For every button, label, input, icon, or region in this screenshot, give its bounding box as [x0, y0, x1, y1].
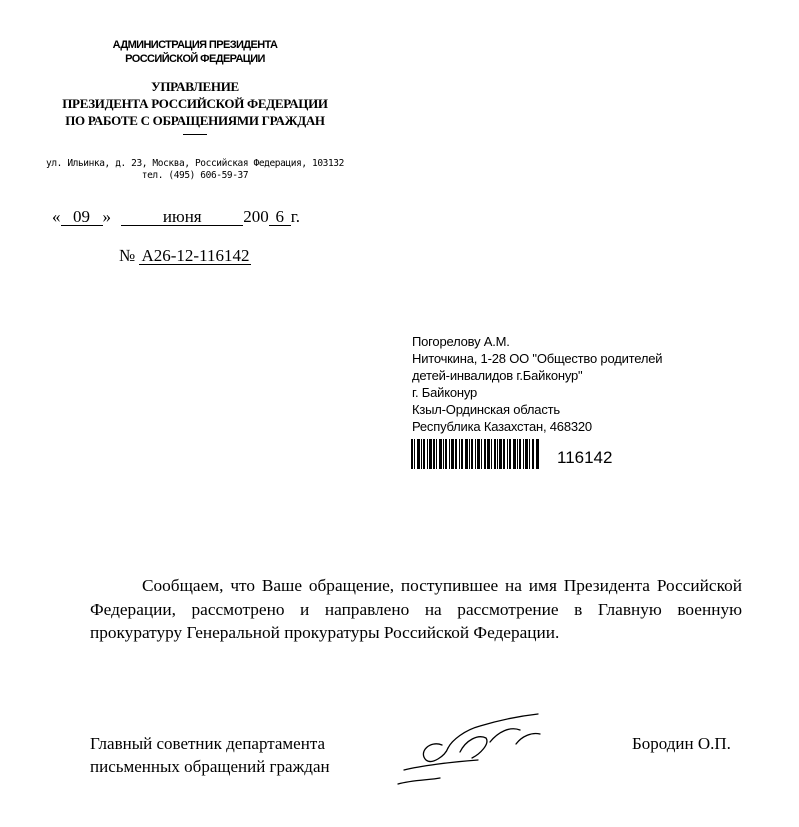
department-title: [45, 78, 345, 129]
body-paragraph: Сообщаем, что Ваше обращение, поступившее на имя Президента Российской Федерации, рассмотрено и направлено на рассмотрение в Главную военную прокуратуру Генеральной прокуратуры Российской Федерации.: [90, 576, 742, 642]
signatory-name: Бородин О.П.: [632, 734, 731, 753]
address-phone: тел. (495) 606-59-37: [141, 170, 249, 181]
recipient-country: Республика Казахстан, 468320: [412, 419, 592, 434]
handwritten-signature: [390, 700, 560, 795]
address-street: ул. Ильинка, д. 23, Москва, Российская Федерация, 103132: [46, 158, 344, 169]
recipient-organization: детей-инвалидов г.Байконур": [412, 368, 583, 383]
date-year-suffix: г.: [290, 207, 301, 226]
reference-number: [119, 246, 251, 266]
date-year-prefix: 200: [243, 207, 269, 226]
admin-title-line1: АДМИНИСТРАЦИЯ ПРЕЗИДЕНТА: [112, 39, 278, 51]
reference-value: А26-12-116142: [141, 246, 250, 265]
barcode-image: [411, 439, 539, 469]
date-open-quote: «: [52, 207, 61, 226]
department-address: [20, 158, 370, 182]
signatory-title-line1: Главный советник департамента: [90, 734, 326, 753]
department-title-line2: ПРЕЗИДЕНТА РОССИЙСКОЙ ФЕДЕРАЦИИ: [62, 96, 328, 111]
recipient-city: г. Байконур: [412, 385, 478, 400]
recipient-name: Погорелову А.М.: [412, 334, 510, 349]
department-title-line1: УПРАВЛЕНИЕ: [151, 79, 239, 94]
date-close-quote: »: [102, 207, 111, 226]
signatory-title-line2: письменных обращений граждан: [90, 757, 330, 776]
date-day: 09: [61, 209, 103, 226]
recipient-address: [412, 333, 662, 435]
recipient-region: Кзыл-Ординская область: [412, 402, 560, 417]
date-month: июня: [121, 209, 243, 226]
admin-title: [95, 38, 295, 66]
reference-symbol: №: [119, 246, 136, 265]
admin-title-line2: РОССИЙСКОЙ ФЕДЕРАЦИИ: [125, 53, 265, 65]
header-divider: [183, 134, 207, 135]
department-title-line3: ПО РАБОТЕ С ОБРАЩЕНИЯМИ ГРАЖДАН: [65, 113, 325, 128]
barcode-number: 116142: [557, 448, 613, 467]
document-date: [52, 207, 300, 227]
date-year-digit: 6: [269, 209, 291, 226]
recipient-street: Ниточкина, 1-28 ОО "Общество родителей: [412, 351, 663, 366]
signatory-title: [90, 732, 330, 778]
